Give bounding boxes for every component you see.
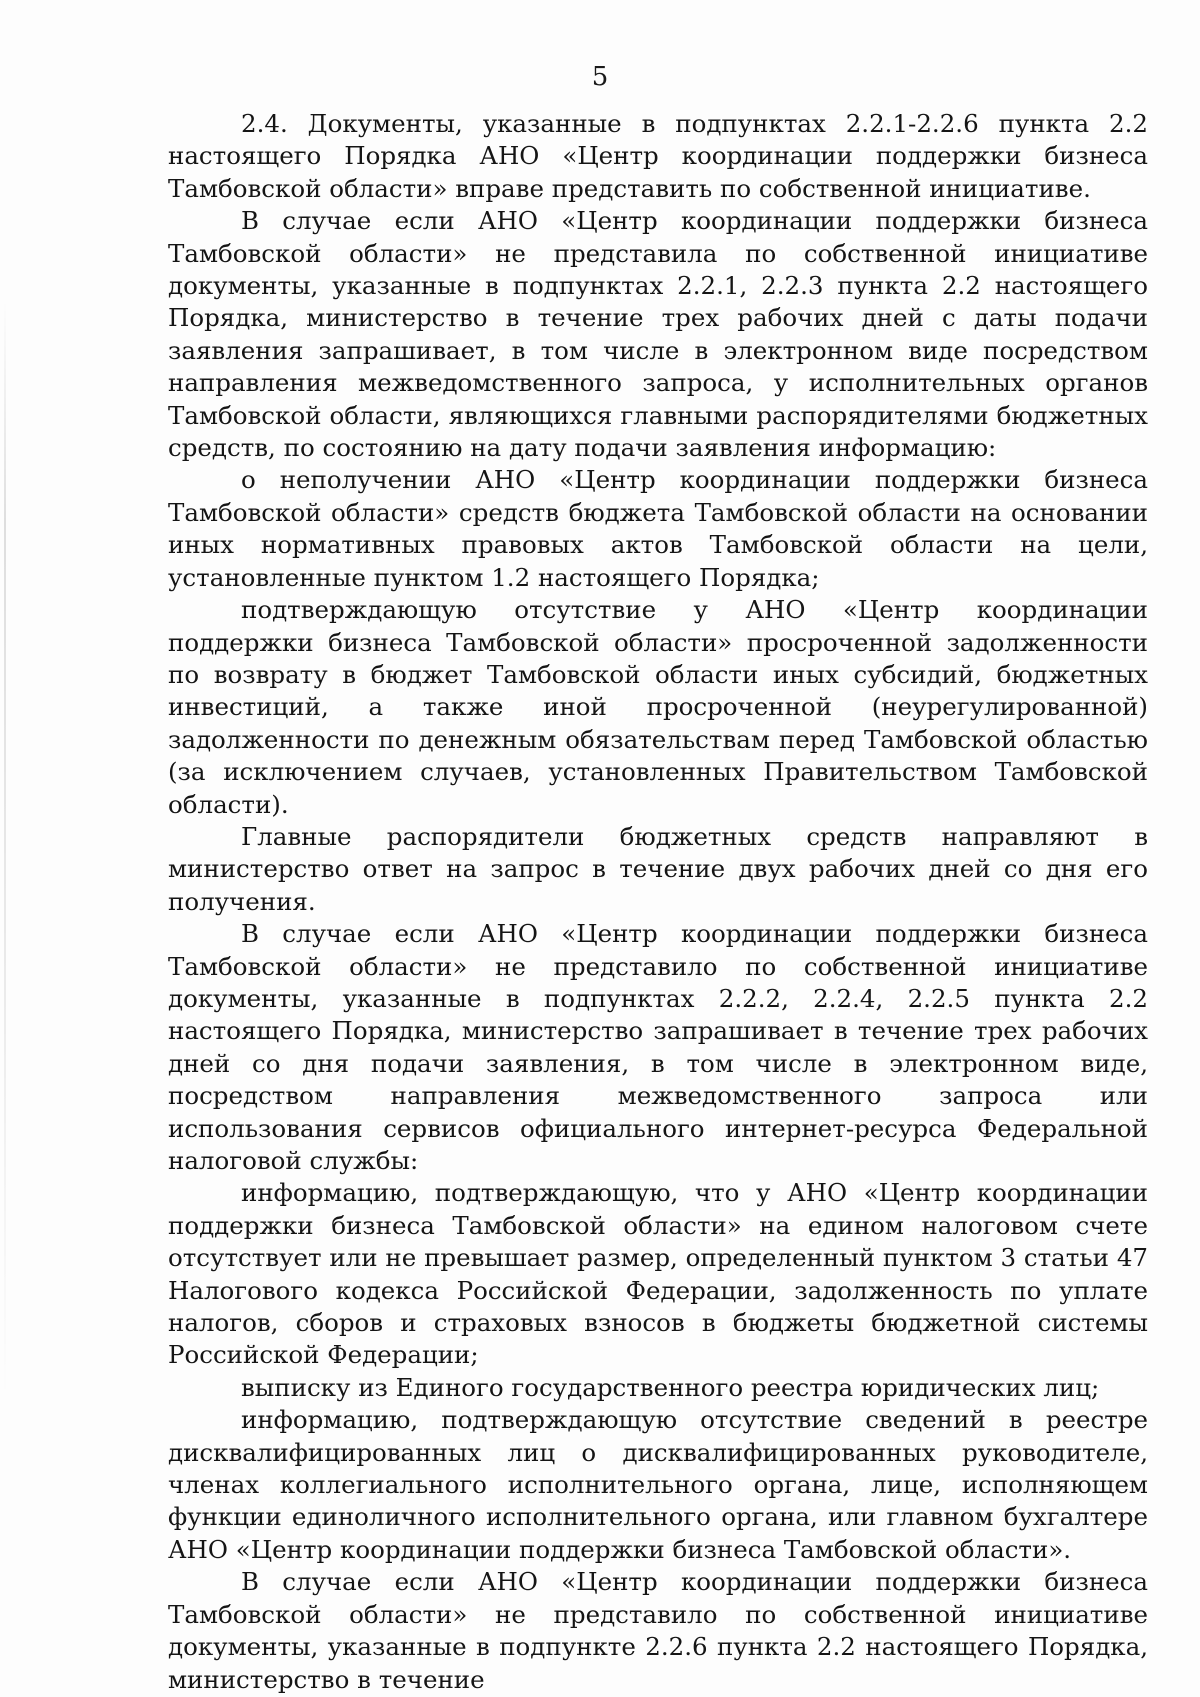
paragraph-egrul: выписку из Единого государственного реестра юридических лиц;: [241, 1372, 1100, 1402]
paragraph-non-receipt: о неполучении АНО «Центр координации поддержки бизнеса Тамбовской области» средств бюджета Тамбовской области на основании иных нормативных правовых актов Тамбовской области на цели, установленные пунктом 1.2 настоящего Порядка;: [168, 465, 1148, 592]
paragraph-request-2-2-6: В случае если АНО «Центр координации поддержки бизнеса Тамбовской области» не представило по собственной инициативе документы, указанные в подпункте 2.2.6 пункта 2.2 настоящего Порядка, министерство в течение: [168, 1567, 1148, 1694]
paragraph-no-arrears: подтверждающую отсутствие у АНО «Центр координации поддержки бизнеса Тамбовской области» просроченной задолженности по возврату в бюджет Тамбовской области иных субсидий, бюджетных инвестиций, а также иной просроченной (неурегулированной) задолженности по денежным обязательствам перед Тамбовской областью (за исключением случаев, установленных Правительством Тамбовской области).: [168, 595, 1148, 819]
page-number: 5: [591, 62, 609, 92]
paragraph-tax-info: информацию, подтверждающую, что у АНО «Центр координации поддержки бизнеса Тамбовской области» на едином налоговом счете отсутствует или не превышает размер, определенный пунктом 3 статьи 47 Налогового кодекса Российской Федерации, задолженность по уплате налогов, сборов и страховых взносов в бюджеты бюджетной системы Российской Федерации;: [168, 1178, 1148, 1370]
paragraph-disqualified: информацию, подтверждающую отсутствие сведений в реестре дисквалифицированных лиц о дисквалифицированных руководителе, членах коллегиального исполнительного органа, лице, исполняющем функции единоличного исполнительного органа, или главном бухгалтере АНО «Центр координации поддержки бизнеса Тамбовской области».: [168, 1405, 1148, 1564]
document-body: [168, 108, 1148, 1696]
paragraph-response: Главные распорядители бюджетных средств направляют в министерство ответ на запрос в течение двух рабочих дней со дня его получения.: [168, 821, 1148, 916]
paragraph-2-4: 2.4. Документы, указанные в подпунктах 2.2.1-2.2.6 пункта 2.2 настоящего Порядка АНО «Центр координации поддержки бизнеса Тамбовской области» вправе представить по собственной инициативе.: [168, 109, 1148, 203]
paragraph-request-2-2-2: В случае если АНО «Центр координации поддержки бизнеса Тамбовской области» не представило по собственной инициативе документы, указанные в подпунктах 2.2.2, 2.2.4, 2.2.5 пункта 2.2 настоящего Порядка, министерство запрашивает в течение трех рабочих дней со дня подачи заявления, в том числе в электронном виде, посредством направления межведомственного запроса или использования сервисов официального интернет-ресурса Федеральной налоговой службы:: [168, 919, 1148, 1175]
scan-edge-shadow: [4, 300, 6, 1400]
paragraph-request-2-2-1: В случае если АНО «Центр координации поддержки бизнеса Тамбовской области» не представила по собственной инициативе документы, указанные в подпунктах 2.2.1, 2.2.3 пункта 2.2 настоящего Порядка, министерство в течение трех рабочих дней с даты подачи заявления запрашивает, в том числе в электронном виде посредством направления межведомственного запроса, у исполнительных органов Тамбовской области, являющихся главными распорядителями бюджетных средств, по состоянию на дату подачи заявления информацию:: [168, 206, 1148, 463]
